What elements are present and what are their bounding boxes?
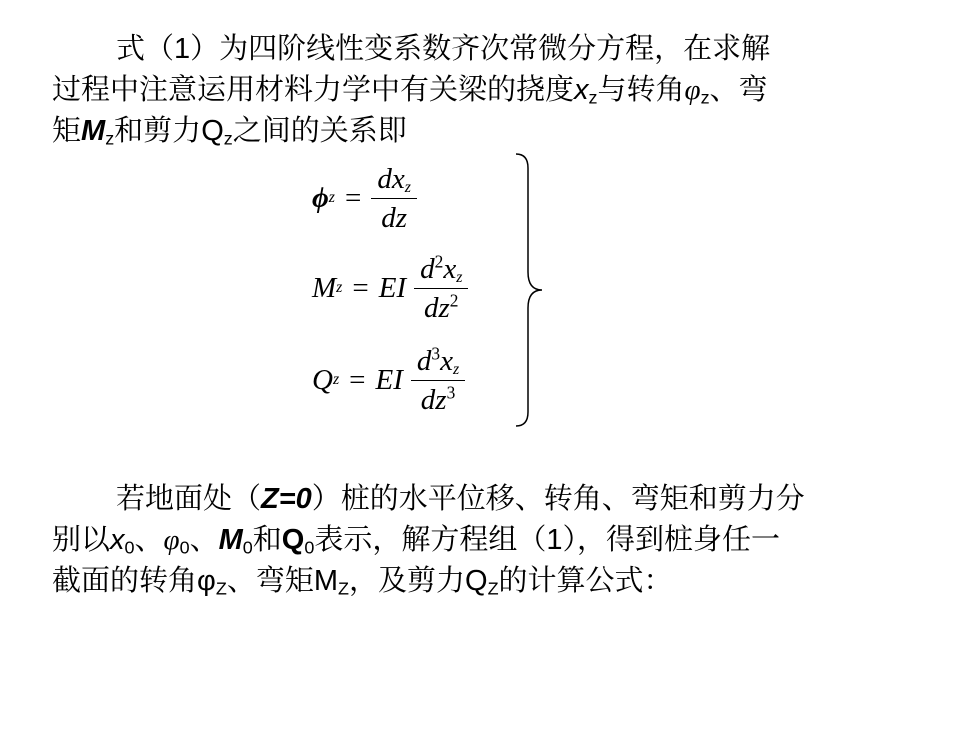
text-run: 与转角: [597, 72, 685, 106]
text-line: [52, 110, 932, 151]
num-subscript: z: [456, 268, 463, 286]
derivative-fraction: [371, 162, 417, 235]
rotation-symbol: φ: [197, 565, 216, 597]
den-power: 2: [449, 290, 459, 311]
text-line: [52, 69, 932, 110]
num-x: x: [443, 252, 457, 285]
moment-symbol: M: [313, 565, 338, 597]
text-run: 之间的关系即: [232, 113, 407, 147]
text-run: 式（: [116, 31, 175, 65]
eq-lhs: ϕ: [312, 181, 329, 214]
num-x: x: [440, 344, 453, 377]
moment-symbol: M: [81, 115, 106, 147]
shear-equation: Q z = EI $\frac{d^3x_z}{dz^3}$: [312, 336, 465, 424]
intro-paragraph: [52, 28, 932, 151]
text-run: 矩: [52, 113, 82, 147]
fraction-denominator: dz: [381, 201, 408, 234]
text-run: 表示，解方程组（: [314, 522, 547, 556]
text-run: 的计算公式：: [498, 563, 673, 597]
separator: 、: [134, 522, 164, 556]
text-run: ）桩的水平位移、转角、弯矩和剪力分: [311, 481, 805, 515]
den-power: 3: [446, 382, 456, 403]
fraction-denominator: [415, 381, 462, 417]
den-text: dz: [420, 383, 447, 416]
den-text: dz: [424, 291, 450, 324]
subscript: 0: [179, 537, 190, 558]
text-line: [52, 560, 932, 601]
rotation-symbol: φ: [684, 74, 701, 106]
right-brace-icon: [512, 152, 552, 428]
fraction-denominator: [418, 289, 465, 325]
text-run: 别以: [52, 522, 111, 556]
equation-number: 1: [174, 33, 191, 65]
eq-lhs: M: [312, 271, 337, 304]
equals-sign: =: [352, 271, 369, 304]
subscript: 0: [242, 537, 253, 558]
equals-sign: =: [349, 363, 366, 396]
stiffness-coefficient: EI: [375, 363, 403, 396]
ground-condition: Z=0: [261, 483, 312, 515]
separator: 、: [189, 522, 219, 556]
num-text: dx: [377, 162, 405, 195]
derivative-fraction: [414, 252, 468, 325]
shear-symbol: Q: [465, 565, 488, 597]
text-line: [52, 28, 932, 69]
fraction-numerator: [411, 344, 465, 381]
rotation-symbol: φ: [163, 524, 180, 556]
text-run: ），得到桩身任一: [562, 522, 781, 556]
derivative-fraction: [411, 344, 465, 417]
text-run: ）为四阶线性变系数齐次常微分方程，在求解: [190, 31, 771, 65]
results-paragraph: [52, 478, 932, 601]
subscript: Z: [487, 578, 499, 599]
conjunction: 和: [252, 522, 282, 556]
deflection-symbol: x: [574, 74, 589, 106]
subscript: z: [223, 128, 233, 149]
subscript: z: [105, 128, 115, 149]
subscript: Z: [338, 578, 349, 599]
num-subscript: z: [404, 178, 411, 196]
num-d: d: [416, 344, 432, 377]
text-run: 、弯: [709, 72, 768, 106]
subscript: Z: [215, 578, 227, 599]
num-subscript: z: [452, 360, 460, 378]
moment-symbol: M: [218, 524, 243, 556]
rotation-equation: ϕ z = $\frac{dx_z}{dz}$: [312, 154, 417, 242]
subscript: 0: [304, 537, 315, 558]
subscript: z: [588, 87, 598, 108]
text-run: 过程中注意运用材料力学中有关梁的挠度: [52, 72, 575, 106]
moment-equation: M z = EI $\frac{d^2x_z}{dz^2}$: [312, 244, 468, 332]
text-run: ，及剪力: [348, 563, 465, 597]
text-run: 若地面处（: [116, 481, 262, 515]
num-d: d: [420, 252, 435, 285]
fraction-numerator: [414, 252, 468, 289]
num-power: 3: [431, 343, 441, 364]
stiffness-coefficient: EI: [378, 271, 407, 304]
equation-number: 1: [546, 524, 563, 556]
text-run: 截面的转角: [52, 563, 198, 597]
text-run: 和剪力: [114, 113, 202, 147]
shear-symbol: Q: [201, 115, 224, 147]
text-run: 、弯矩: [226, 563, 314, 597]
text-line: [52, 478, 932, 519]
equals-sign: =: [344, 181, 362, 214]
displacement-symbol: x: [110, 524, 125, 556]
shear-symbol: Q: [281, 524, 305, 556]
subscript: 0: [124, 537, 135, 558]
subscript: z: [700, 87, 710, 108]
text-line: [52, 519, 932, 560]
eq-lhs: Q: [312, 363, 333, 396]
num-power: 2: [434, 251, 444, 272]
fraction-numerator: [371, 162, 417, 199]
